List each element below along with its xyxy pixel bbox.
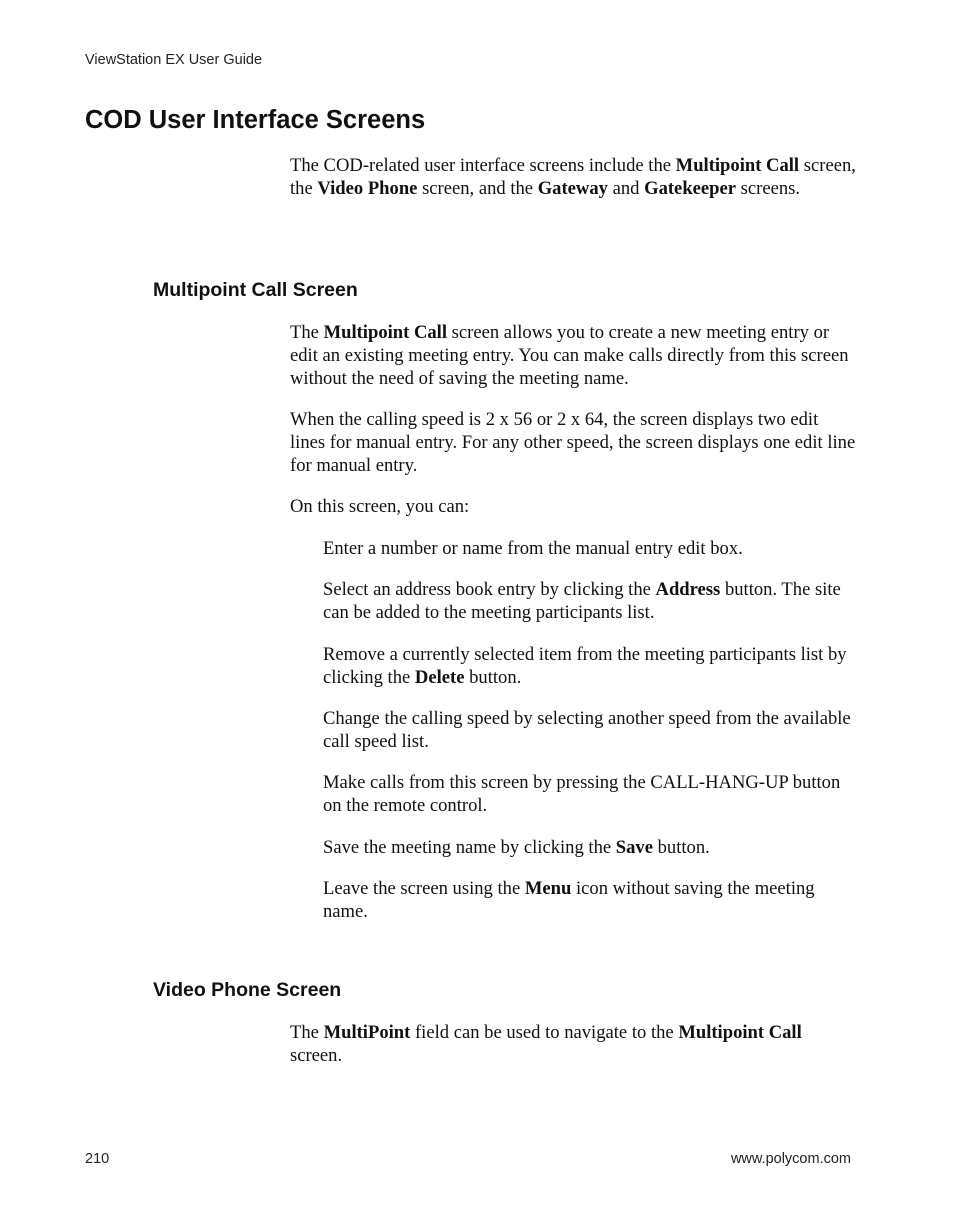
- page-number: 210: [85, 1151, 110, 1167]
- list-item-menu: Leave the screen using the Menu icon without saving the meeting name.: [323, 878, 815, 922]
- list-item-address: Select an address book entry by clicking the Address button. The site can be added to the meeting participants list.: [323, 579, 841, 623]
- footer-url: www.polycom.com: [730, 1151, 851, 1167]
- multipoint-paragraph-1: The Multipoint Call screen allows you to create a new meeting entry or edit an existing meeting entry. You can make calls directly from this screen without the need of saving the meeting name.: [290, 322, 849, 389]
- list-item-speed: Change the calling speed by selecting another speed from the available call speed list.: [323, 708, 851, 752]
- videophone-paragraph: The MultiPoint field can be used to navigate to the Multipoint Call screen.: [290, 1022, 802, 1066]
- intro-paragraph: The COD-related user interface screens include the Multipoint Call screen, the Video Phone screen, and the Gateway and Gatekeeper screens.: [290, 155, 856, 199]
- videophone-heading: Video Phone Screen: [153, 979, 342, 1001]
- multipoint-paragraph-2: When the calling speed is 2 x 56 or 2 x 64, the screen displays two edit lines for manual entry. For any other speed, the screen displays one edit line for manual entry.: [290, 409, 856, 476]
- list-item-save: Save the meeting name by clicking the Save button.: [323, 837, 710, 858]
- list-item-call: Make calls from this screen by pressing the CALL-HANG-UP button on the remote control.: [323, 772, 841, 816]
- multipoint-paragraph-3: On this screen, you can:: [290, 496, 470, 517]
- list-item-manual-entry: Enter a number or name from the manual entry edit box.: [323, 538, 743, 559]
- list-item-delete: Remove a currently selected item from the meeting participants list by clicking the Delete button.: [323, 644, 847, 688]
- multipoint-heading: Multipoint Call Screen: [153, 279, 358, 301]
- section-title: COD User Interface Screens: [85, 106, 426, 134]
- running-header: ViewStation EX User Guide: [85, 52, 263, 68]
